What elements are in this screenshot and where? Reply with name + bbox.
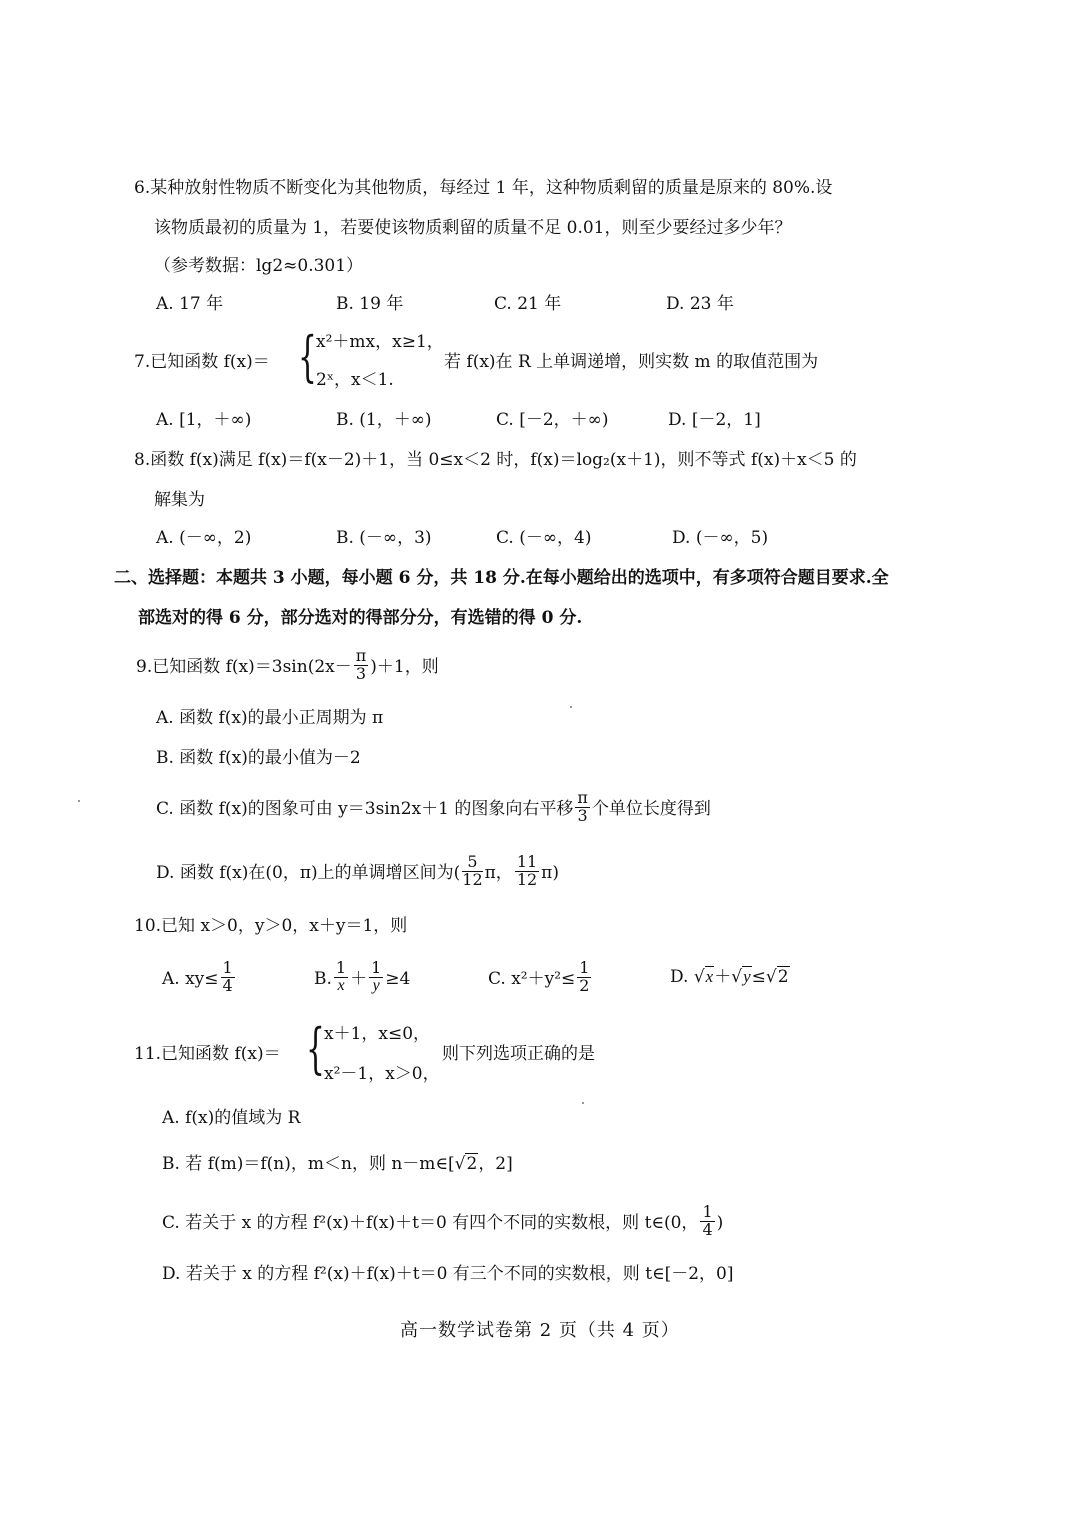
q11-case2: x²－1，x＞0， [324,1064,440,1084]
q11-case1: x＋1，x≤0， [324,1024,431,1044]
q8-option-a: A. (－∞，2) [156,528,252,548]
q10-option-c: C. x²＋y²≤ $\frac{1}{2}$ [488,958,590,995]
scan-speck [78,800,80,802]
q9-pi-over-3: $\frac{\pi}{3}$ [355,646,367,683]
q11-prefix: 11.已知函数 f(x)＝ [134,1044,281,1064]
q7-case2: 2ˣ，x＜1. [316,370,394,390]
q9-d-fraction-2: $\frac{11}{12}$ [516,852,538,889]
q6-line3: （参考数据：lg2≈0.301） [154,256,364,276]
q8-option-d: D. (－∞，5) [672,528,769,548]
q7-suffix: 若 f(x)在 R 上单调递增，则实数 m 的取值范围为 [444,352,819,372]
section2-line1: 二、选择题：本题共 3 小题，每小题 6 分，共 18 分.在每小题给出的选项中，有多项符合题目要求.全 [114,568,889,588]
q6-line2: 该物质最初的质量为 1，若要使该物质剩留的质量不足 0.01，则至少要经过多少年？ [154,218,792,238]
q9-stem-a: 9.已知函数 f(x)＝3sin(2x－ [136,656,352,677]
section2-line2: 部选对的得 6 分，部分选对的得部分分，有选错的得 0 分. [138,608,583,628]
q7-option-a: A. [1，＋∞) [156,410,252,430]
page-footer: 高一数学试卷第 2 页（共 4 页） [400,1320,680,1341]
q11-brace: { [306,1017,325,1080]
q11-option-c: C. 若关于 x 的方程 f²(x)＋f(x)＋t＝0 有四个不同的实数根，则 t∈(0， $\frac{1}{4}$ ) [162,1202,724,1239]
scan-speck [570,706,572,708]
q11-option-a: A. f(x)的值域为 R [162,1108,301,1128]
q7-option-b: B. (1，＋∞) [336,410,432,430]
q6-option-d: D. 23 年 [666,294,734,314]
q6-option-b: B. 19 年 [336,294,404,314]
q6-line1: 6.某种放射性物质不断变化为其他物质，每经过 1 年，这种物质剩留的质量是原来的 80%.设 [134,178,833,198]
q11-suffix: 则下列选项正确的是 [442,1044,595,1064]
q7-prefix: 7.已知函数 f(x)＝ [134,352,270,372]
q7-option-d: D. [－2，1] [668,410,761,430]
q10-option-d: D. √x＋√y≤√2 [670,967,789,987]
q9-c-fraction: $\frac{\pi}{3}$ [577,788,588,825]
q6-option-a: A. 17 年 [156,294,224,314]
q9-stem [136,646,439,685]
q9-d-fraction-1: $\frac{5}{12}$ [462,852,483,889]
q9-option-c: C. 函数 f(x)的图象可由 y＝3sin2x＋1 的图象向右平移 $\frac{\pi}{3}$ 个单位长度得到 [156,788,711,825]
q8-line2: 解集为 [154,490,205,510]
q11-option-b: B. 若 f(m)＝f(n)，m＜n，则 n－m∈[√2，2] [162,1154,513,1174]
q8-line1: 8.函数 f(x)满足 f(x)＝f(x－2)＋1，当 0≤x＜2 时，f(x)＝log₂(x＋1)，则不等式 f(x)＋x＜5 的 [134,450,857,470]
scan-speck [582,1102,584,1104]
q7-brace: { [298,325,317,388]
q10-stem: 10.已知 x＞0，y＞0，x＋y＝1，则 [134,916,408,936]
q7-case1: x²＋mx，x≥1， [316,332,444,352]
q10-option-a: A. xy≤ $\frac{1}{4}$ [162,958,233,995]
q9-stem-b: )＋1，则 [370,656,439,677]
q9-option-d: D. 函数 f(x)在(0，π)上的单调增区间为( $\frac{5}{12}$ π， $\frac{11}{12}$ π) [156,852,559,889]
q8-option-b: B. (－∞，3) [336,528,432,548]
q10-option-b: B. $\frac{1}{x}$ ＋ $\frac{1}{y}$ ≥4 [314,958,411,994]
q7-option-c: C. [－2，＋∞) [496,410,609,430]
q9-option-a: A. 函数 f(x)的最小正周期为 π [156,708,384,728]
q11-option-d: D. 若关于 x 的方程 f²(x)＋f(x)＋t＝0 有三个不同的实数根，则 t∈[－2，0] [162,1264,734,1284]
q9-option-b: B. 函数 f(x)的最小值为－2 [156,748,361,768]
q6-option-c: C. 21 年 [494,294,562,314]
q8-option-c: C. (－∞，4) [496,528,592,548]
